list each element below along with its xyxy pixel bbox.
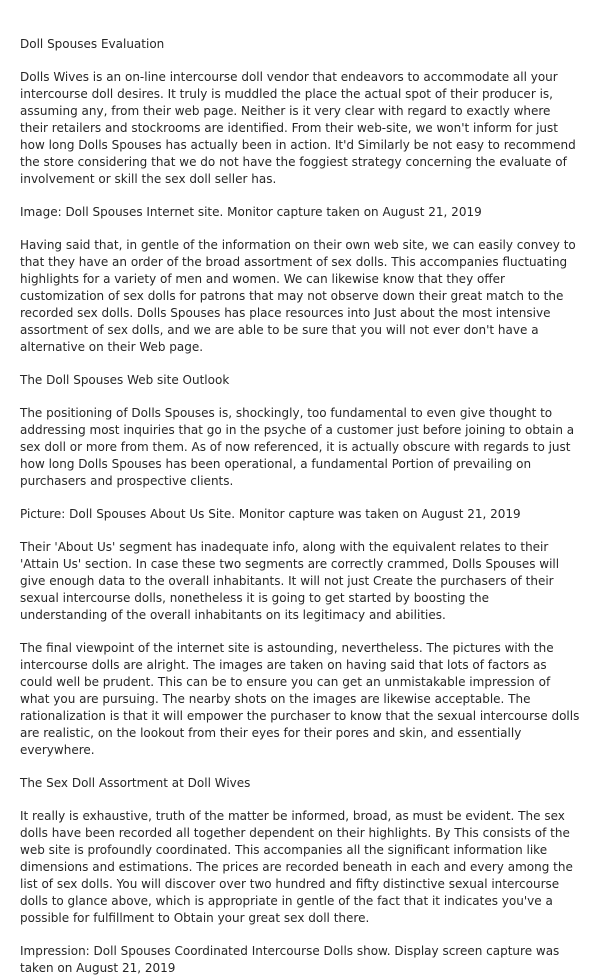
paragraph-assortment-overview: Having said that, in gentle of the information on their own web site, we can easily convey to that they have an order of the broad assortment of sex dolls. This accompanies fluctuating highlights for a variety of men and women. We can likewise know that they offer customization of sex dolls for patrons that may not observe down their great match to the recorded sex dolls. Dolls Spouses has place resources into Just about the most intensive assortment of sex dolls, and we are able to be sure that you will not ever don't have a alternative on their Web page. [20, 238, 576, 354]
image-caption-website: Image: Doll Spouses Internet site. Monitor capture taken on August 21, 2019 [20, 205, 482, 219]
image-caption-coordinated-dolls: Impression: Doll Spouses Coordinated Intercourse Dolls show. Display screen capture was taken on August 21, 2019 [20, 944, 560, 975]
paragraph-positioning: The positioning of Dolls Spouses is, shockingly, too fundamental to even give thought to addressing most inquiries that go in the psyche of a customer just before joining to obtain a sex doll or more from them. As of now referenced, it is actually obscure with regards to just how long Dolls Spouses has been operational, a fundamental Portion of prevailing on purchasers and prospective clients. [20, 406, 575, 488]
paragraph-exhaustive: It really is exhaustive, truth of the matter be informed, broad, as must be evident. The sex dolls have been recorded all together dependent on their highlights. By This consists of the web site is profoundly coordinated. This accompanies all the significant information like dimensions and estimations. The prices are recorded beneath in each and every among the list of sex dolls. You will discover over two hundred and fifty distinctive sexual intercourse dolls to glance above, which is appropriate in gentle of the fact that it indicates you've a possible for fulfillment to Obtain your great sex doll there. [20, 809, 573, 925]
section-heading-assortment: The Sex Doll Assortment at Doll Wives [20, 776, 251, 790]
paragraph-about-us: Their 'About Us' segment has inadequate info, along with the equivalent relates to their 'Attain Us' section. In case these two segments are correctly crammed, Dolls Spouses will give enough data to the overall inhabitants. It will not just Create the purchasers of their sexual intercourse dolls, nonetheless it is going to get started by boosting the understanding of the overall inhabitants on its legitimacy and abilities. [20, 540, 560, 622]
paragraph-intro: Dolls Wives is an on-line intercourse doll vendor that endeavors to accommodate all your intercourse doll desires. It truly is muddled the place the actual spot of their producer is, assuming any, from their web page. Neither is it very clear with regard to exactly where their retailers and stockrooms are identified. From their web-site, we won't inform for just how long Dolls Spouses has actually been in action. It'd Similarly be not easy to recommend the store considering that we do not have the foggiest strategy concerning the evaluate of involvement or skill the sex doll seller has. [20, 70, 576, 186]
paragraph-final-viewpoint: The final viewpoint of the internet site is astounding, nevertheless. The pictures with the intercourse dolls are alright. The images are taken on having said that lots of factors as could well be prudent. This can be to ensure you can get an unmistakable impression of what you are pursuing. The nearby shots on the images are likewise acceptable. The rationalization is that it will empower the purchaser to know that the sexual intercourse dolls are realistic, on the lookout from their eyes for their pores and skin, and essentially everywhere. [20, 641, 580, 757]
section-heading-website-outlook: The Doll Spouses Web site Outlook [20, 373, 230, 387]
image-caption-about-us: Picture: Doll Spouses About Us Site. Monitor capture was taken on August 21, 2019 [20, 507, 521, 521]
document-title: Doll Spouses Evaluation [20, 37, 165, 51]
